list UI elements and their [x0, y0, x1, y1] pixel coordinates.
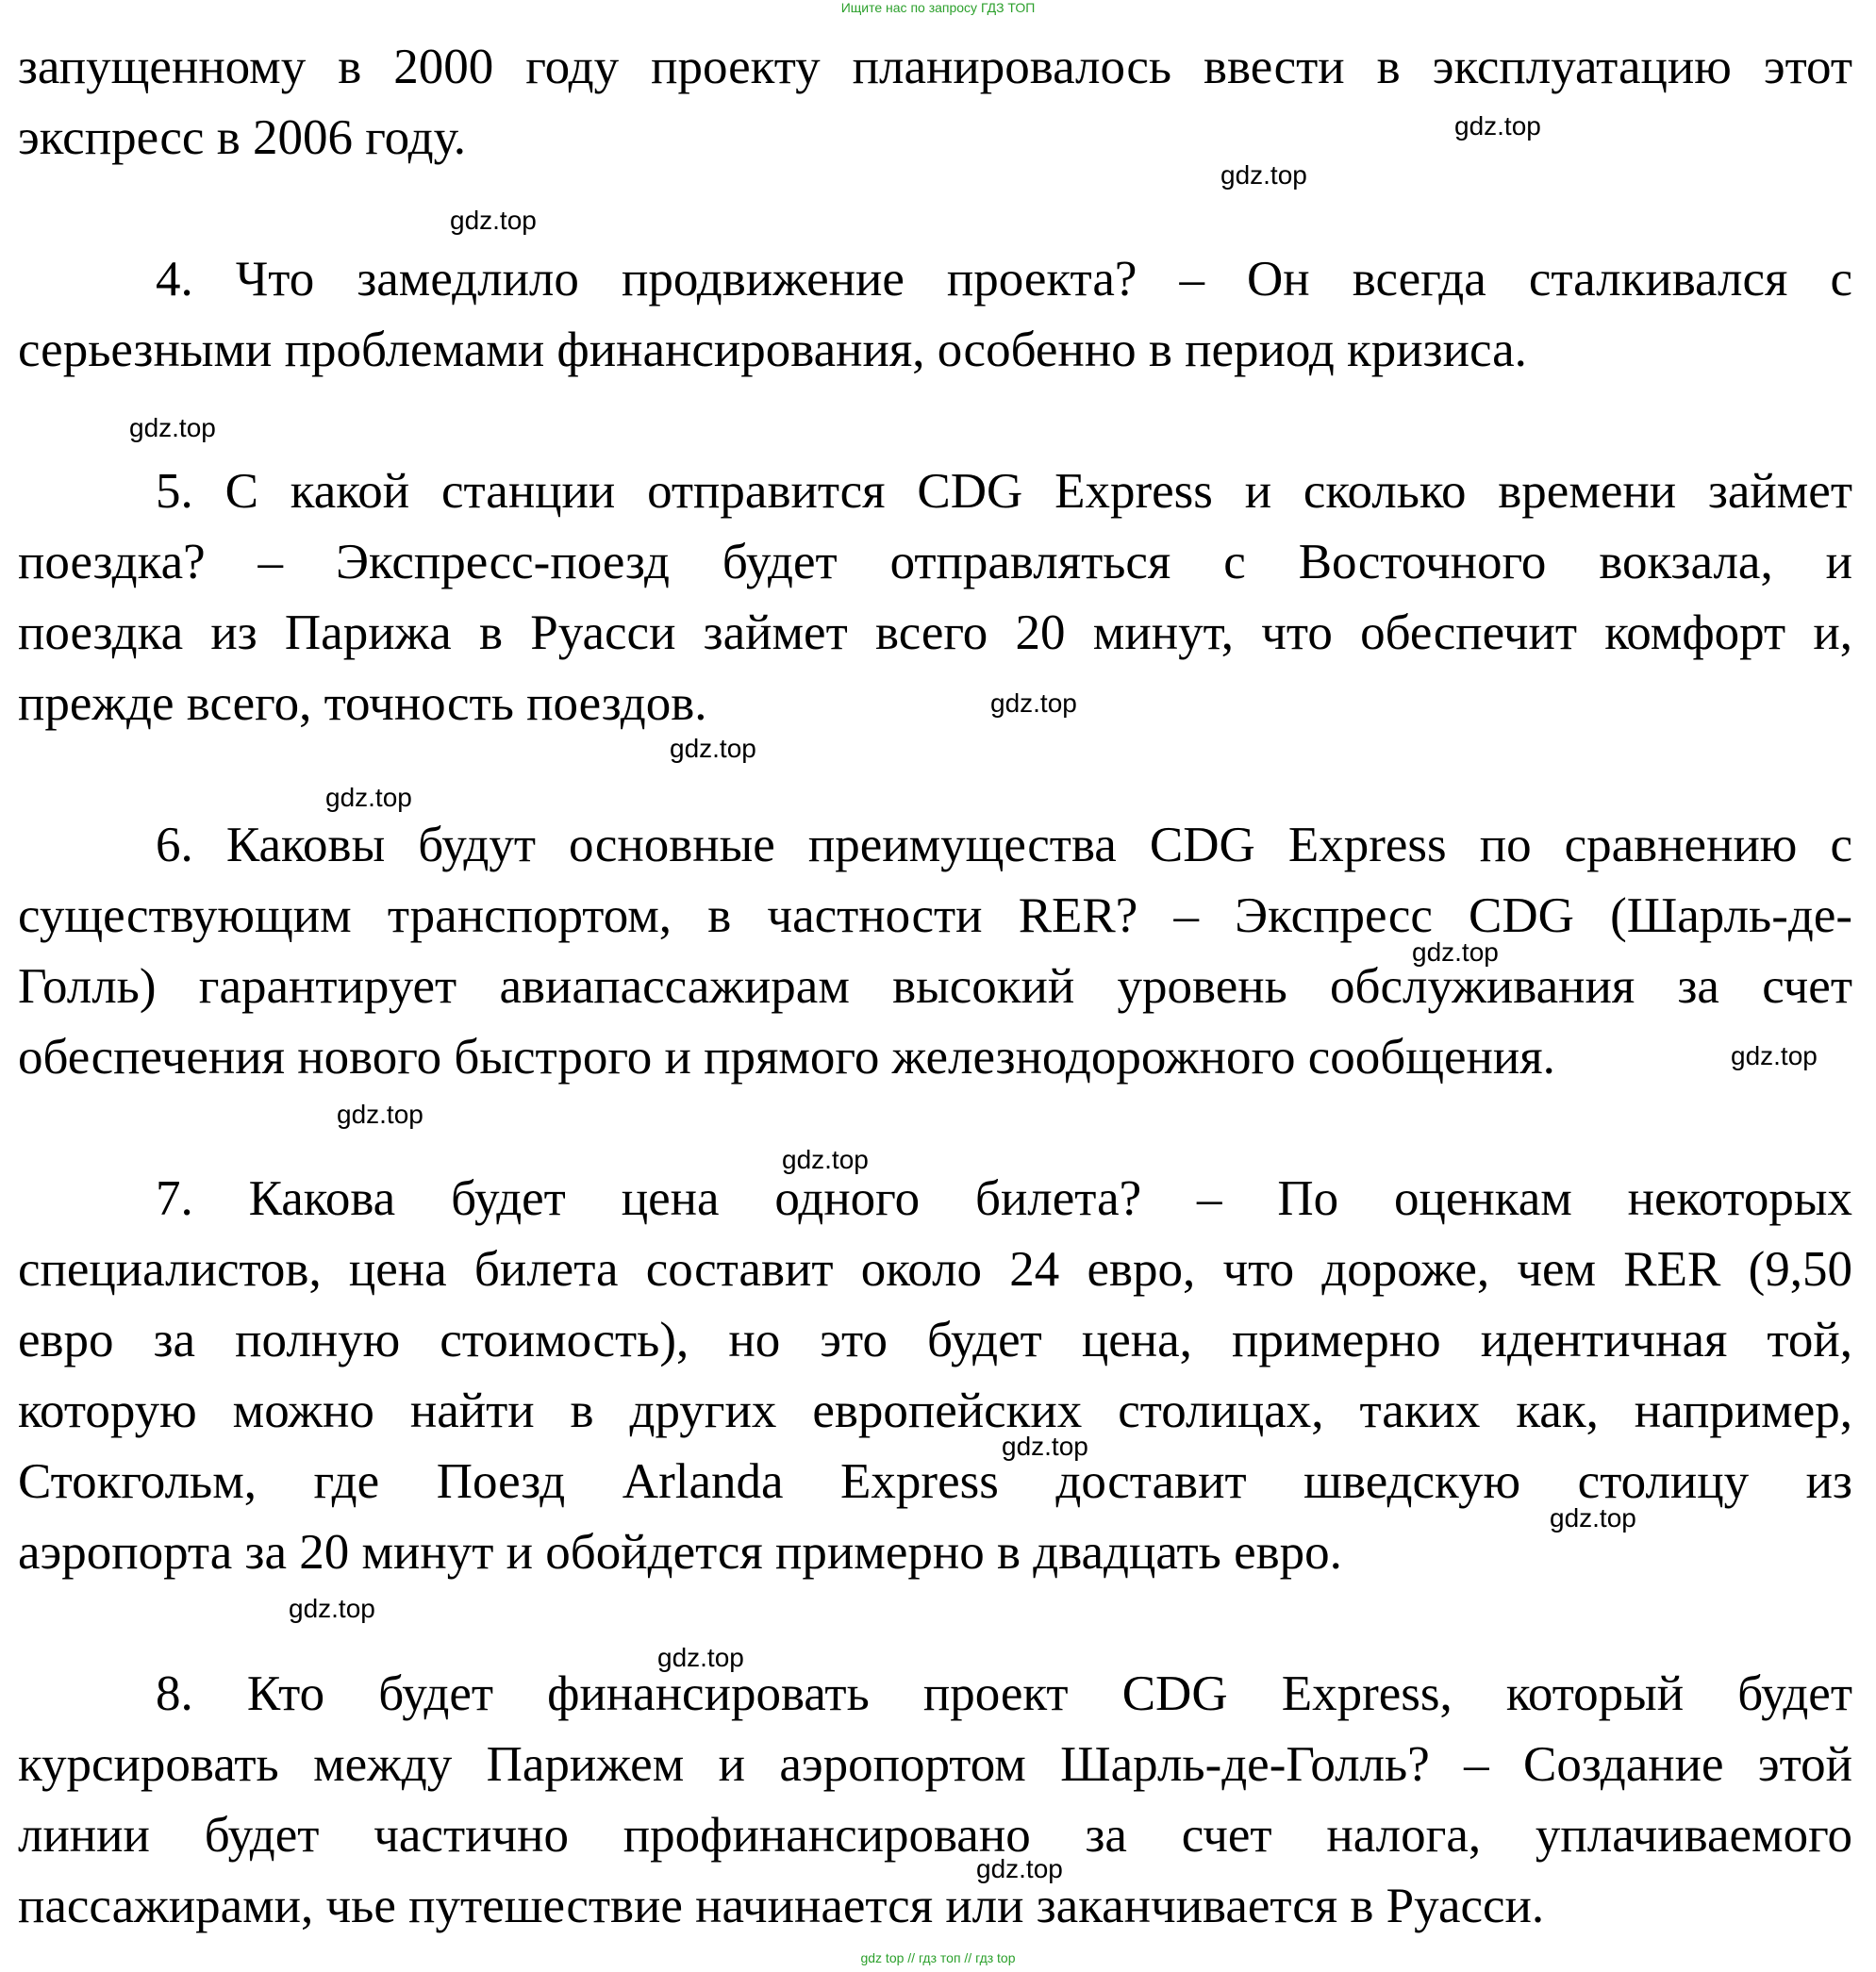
footer-note: gdz top // гдз топ // гдз top: [860, 1950, 1016, 1965]
text-line: запущенному в 2000 году проекту планировалось ввести в эксплуатацию этот: [18, 40, 1852, 94]
watermark: gdz.top: [1412, 937, 1499, 967]
text-line: курсировать между Парижем и аэропортом Шарль-де-Голль? – Создание этой: [18, 1737, 1852, 1792]
watermark: gdz.top: [337, 1100, 423, 1129]
watermark: gdz.top: [670, 734, 756, 763]
text-line: 4. Что замедлило продвижение проекта? – Он всегда сталкивался с: [156, 252, 1852, 307]
text-line: аэропорта за 20 минут и обойдется примерно в двадцать евро.: [18, 1525, 1342, 1580]
text-line: 7. Какова будет цена одного билета? – По оценкам некоторых: [156, 1171, 1852, 1226]
text-line: 8. Кто будет финансировать проект CDG Express, который будет: [156, 1666, 1852, 1721]
watermark: gdz.top: [325, 783, 412, 812]
watermark: gdz.top: [976, 1854, 1063, 1883]
watermark: gdz.top: [657, 1643, 744, 1672]
watermark: gdz.top: [1454, 111, 1541, 141]
watermark: gdz.top: [129, 413, 216, 442]
text-line: обеспечения нового быстрого и прямого железнодорожного сообщения.: [18, 1030, 1555, 1085]
text-line: Голль) гарантирует авиапассажирам высокий уровень обслуживания за счет: [18, 959, 1852, 1014]
text-line: существующим транспортом, в частности RER? – Экспресс CDG (Шарль-де-: [18, 888, 1852, 943]
watermark: gdz.top: [990, 688, 1077, 718]
text-line: которую можно найти в других европейских столицах, таких как, например,: [18, 1384, 1852, 1438]
watermark: gdz.top: [450, 206, 537, 235]
watermark: gdz.top: [289, 1594, 375, 1623]
header-note: Ищите нас по запросу ГДЗ ТОП: [840, 0, 1036, 15]
text-line: евро за полную стоимость), но это будет цена, примерно идентичная той,: [18, 1313, 1852, 1367]
watermark: gdz.top: [1220, 160, 1307, 190]
text-line: поездка из Парижа в Руасси займет всего 20 минут, что обеспечит комфорт и,: [18, 605, 1852, 660]
text-line: серьезными проблемами финансирования, особенно в период кризиса.: [18, 323, 1527, 377]
text-line: линии будет частично профинансировано за счет налога, уплачиваемого: [18, 1808, 1852, 1863]
watermark: gdz.top: [1550, 1503, 1636, 1533]
text-line: специалистов, цена билета составит около 24 евро, что дороже, чем RER (9,50: [18, 1242, 1852, 1297]
text-line: поездка? – Экспресс-поезд будет отправляться с Восточного вокзала, и: [18, 535, 1852, 589]
text-line: экспресс в 2006 году.: [18, 110, 467, 165]
text-line: 6. Каковы будут основные преимущества CDG Express по сравнению с: [156, 818, 1852, 872]
text-line: 5. С какой станции отправится CDG Express и сколько времени займет: [156, 464, 1852, 519]
text-line: прежде всего, точность поездов.: [18, 676, 707, 731]
watermark: gdz.top: [1731, 1041, 1818, 1070]
text-line: Стокгольм, где Поезд Arlanda Express доставит шведскую столицу из: [18, 1454, 1852, 1509]
watermark: gdz.top: [782, 1145, 869, 1174]
watermark: gdz.top: [1002, 1432, 1088, 1461]
text-line: пассажирами, чье путешествие начинается или заканчивается в Руасси.: [18, 1879, 1545, 1933]
